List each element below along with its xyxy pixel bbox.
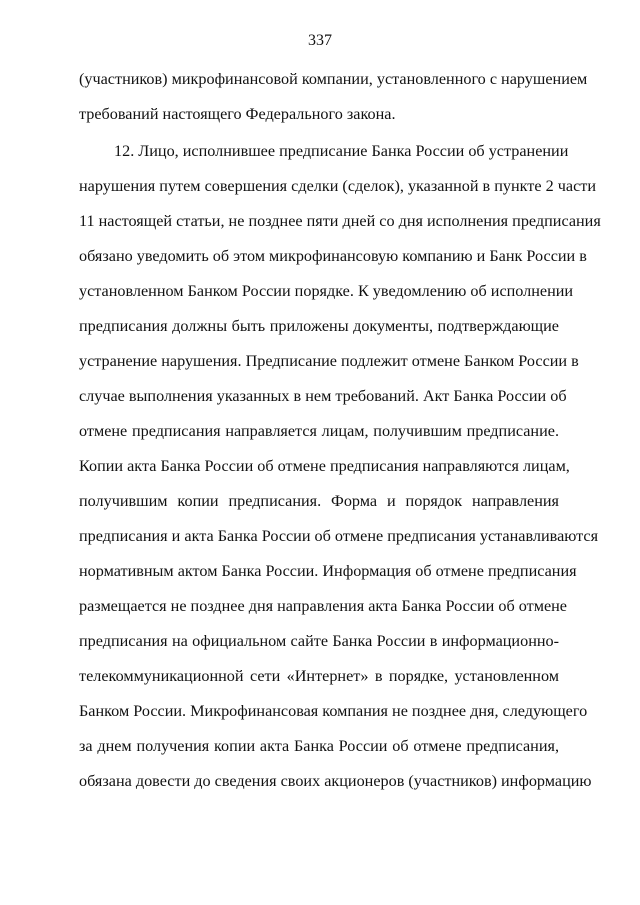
- text-line: предписания и акта Банка России об отмене предписания устанавливаются: [79, 527, 599, 545]
- text-line: обязано уведомить об этом микрофинансовую компанию и Банк России в: [79, 247, 587, 265]
- text-line: требований настоящего Федерального закона.: [79, 105, 396, 123]
- text-line: размещается не позднее дня направления акта Банка России об отмене: [79, 597, 567, 615]
- text-line: предписания должны быть приложены документы, подтверждающие: [79, 317, 559, 335]
- text-line: устранение нарушения. Предписание подлежит отмене Банком России в: [79, 352, 579, 370]
- text-line: случае выполнения указанных в нем требований. Акт Банка России об: [79, 387, 567, 405]
- text-line: отмене предписания направляется лицам, получившим предписание.: [79, 422, 559, 440]
- text-line: нормативным актом Банка России. Информация об отмене предписания: [79, 562, 577, 580]
- text-line: Банком России. Микрофинансовая компания не позднее дня, следующего: [79, 702, 588, 720]
- text-line: получившим копии предписания. Форма и порядок направления: [79, 492, 559, 510]
- text-line: Копии акта Банка России об отмене предписания направляются лицам,: [79, 457, 570, 475]
- text-line: (участников) микрофинансовой компании, установленного с нарушением: [79, 70, 588, 88]
- text-line: обязана довести до сведения своих акционеров (участников) информацию: [79, 772, 592, 790]
- text-line: установленном Банком России порядке. К уведомлению об исполнении: [79, 282, 574, 300]
- paragraph-start-line: 12. Лицо, исполнившее предписание Банка России об устранении: [114, 142, 569, 160]
- text-line: телекоммуникационной сети «Интернет» в порядке, установленном: [79, 667, 559, 685]
- text-line: за днем получения копии акта Банка России об отмене предписания,: [79, 737, 559, 755]
- page-number: 337: [308, 32, 332, 49]
- text-line: нарушения путем совершения сделки (сделок), указанной в пункте 2 части: [79, 177, 597, 195]
- text-line: 11 настоящей статьи, не позднее пяти дней со дня исполнения предписания: [79, 212, 601, 230]
- text-line: предписания на официальном сайте Банка России в информационно-: [79, 632, 559, 650]
